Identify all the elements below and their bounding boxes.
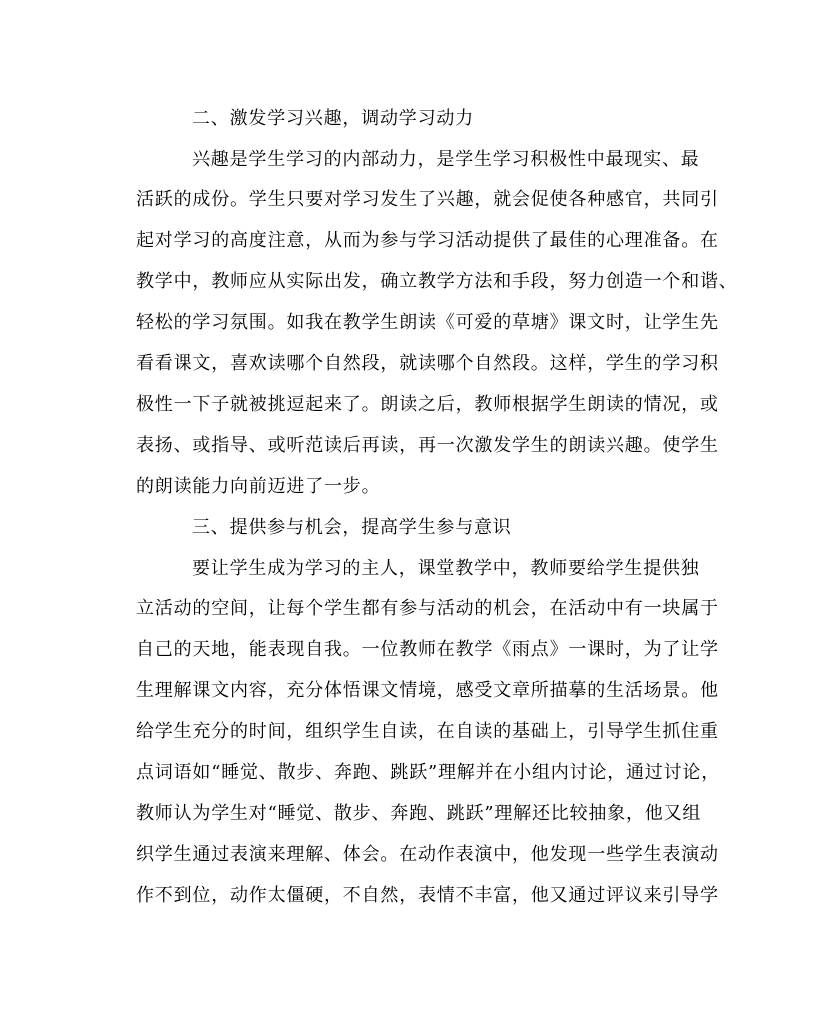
paragraph-line: 活跃的成份。学生只要对学习发生了兴趣，就会促使各种感官，共同引 (136, 189, 719, 210)
paragraph-line: 极性一下子就被挑逗起来了。朗读之后，教师根据学生朗读的情况，或 (136, 394, 719, 415)
section-heading-2: 二、激发学习兴趣，调动学习动力 (192, 108, 474, 129)
paragraph-line: 轻松的学习氛围。如我在教学生朗读《可爱的草塘》课文时，让学生先 (136, 312, 719, 333)
paragraph-line: 表扬、或指导、或听范读后再读，再一次激发学生的朗读兴趣。使学生 (136, 435, 719, 456)
paragraph-line: 点词语如“睡觉、散步、奔跑、跳跃”理解并在小组内讨论，通过讨论， (136, 762, 721, 783)
paragraph-line: 教师认为学生对“睡觉、散步、奔跑、跳跃”理解还比较抽象，他又组 (136, 803, 702, 824)
paragraph-line: 起对学习的高度注意，从而为参与学习活动提供了最佳的心理准备。在 (136, 230, 719, 251)
paragraph-line: 立活动的空间，让每个学生都有参与活动的机会，在活动中有一块属于 (136, 598, 719, 619)
section-heading-3: 三、提供参与机会，提高学生参与意识 (192, 517, 512, 538)
paragraph-line: 作不到位，动作太僵硬，不自然，表情不丰富，他又通过评议来引导学 (136, 885, 719, 906)
paragraph-line: 要让学生成为学习的主人，课堂教学中，教师要给学生提供独 (192, 558, 700, 579)
paragraph-line: 的朗读能力向前迈进了一步。 (136, 476, 381, 497)
paragraph-line: 织学生通过表演来理解、体会。在动作表演中，他发现一些学生表演动 (136, 844, 719, 865)
paragraph-line: 生理解课文内容，充分体悟课文情境，感受文章所描摹的生活场景。他 (136, 680, 719, 701)
paragraph-line: 自己的天地，能表现自我。一位教师在教学《雨点》一课时，为了让学 (136, 639, 719, 660)
paragraph-line: 教学中，教师应从实际出发，确立教学方法和手段，努力创造一个和谐、 (136, 271, 738, 292)
paragraph-line: 给学生充分的时间，组织学生自读，在自读的基础上，引导学生抓住重 (136, 721, 719, 742)
paragraph-line: 看看课文，喜欢读哪个自然段，就读哪个自然段。这样，学生的学习积 (136, 353, 719, 374)
paragraph-line: 兴趣是学生学习的内部动力，是学生学习积极性中最现实、最 (192, 149, 700, 170)
